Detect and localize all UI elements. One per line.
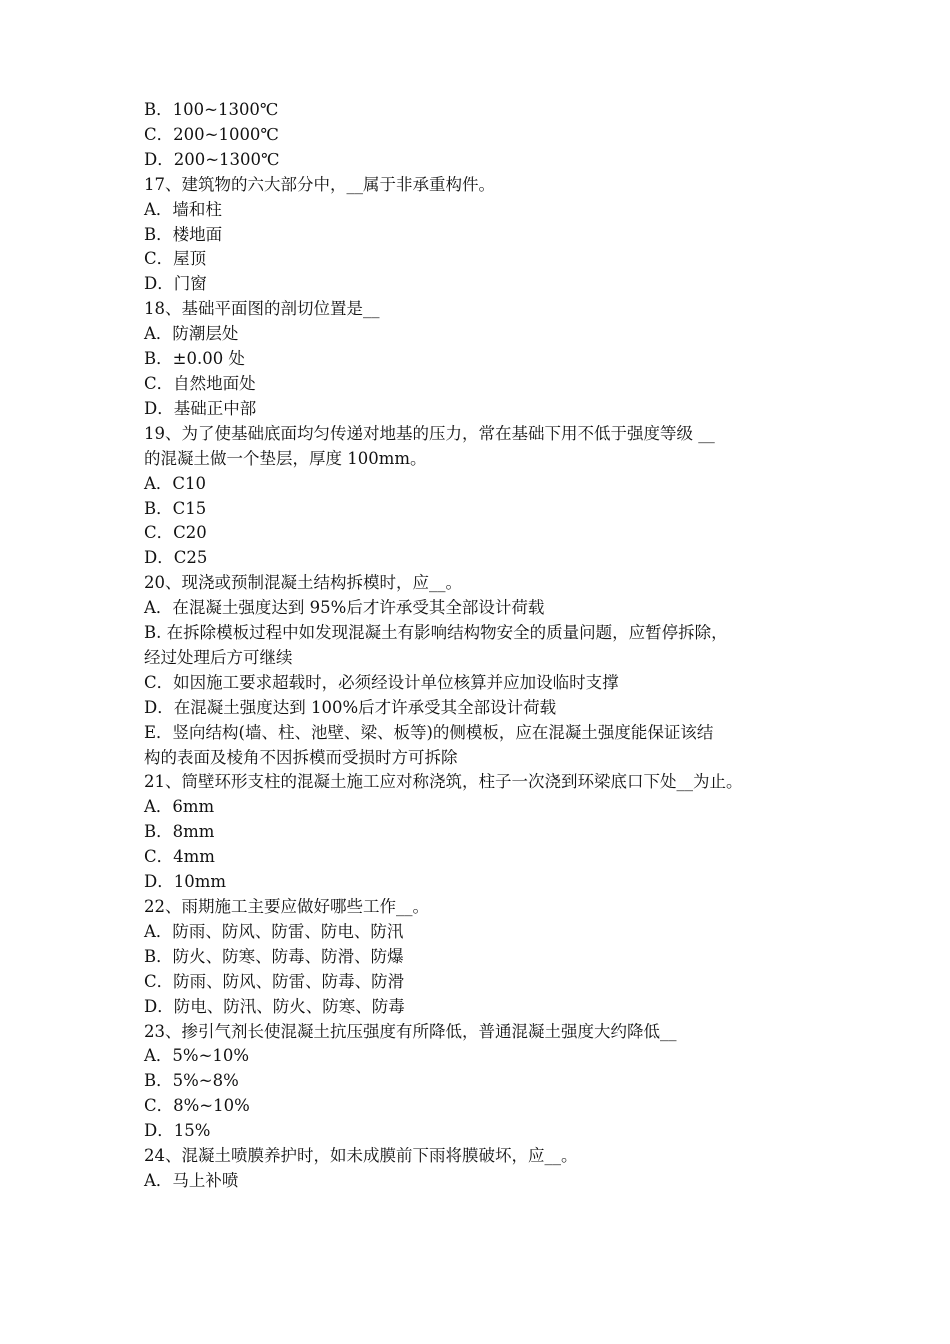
question-18: 18、基础平面图的剖切位置是__ xyxy=(144,299,380,319)
option-20-d: D．在混凝土强度达到 100%后才许承受其全部设计荷载 xyxy=(144,697,557,717)
question-17: 17、建筑物的六大部分中，__属于非承重构件。 xyxy=(144,174,495,194)
option-22-c: C．防雨、防风、防雷、防毒、防滑 xyxy=(144,971,405,991)
option-19-a: A．C10 xyxy=(144,473,207,493)
option-22-b: B．防火、防寒、防毒、防滑、防爆 xyxy=(144,946,404,966)
option-18-a: A．防潮层处 xyxy=(144,324,239,344)
question-22: 22、雨期施工主要应做好哪些工作__。 xyxy=(144,897,429,916)
option-20-e-line-2: 构的表面及棱角不因拆模而受损时方可拆除 xyxy=(144,747,458,767)
option-16-d: D．200~1300℃ xyxy=(144,149,280,169)
option-23-b: B．5%~8% xyxy=(144,1071,239,1091)
question-23: 23、掺引气剂长使混凝土抗压强度有所降低，普通混凝土强度大约降低__ xyxy=(144,1021,677,1041)
option-20-e-line-1: E．竖向结构(墙、柱、池壁、梁、板等)的侧模板，应在混凝土强度能保证该结 xyxy=(144,722,714,742)
question-24: 24、混凝土喷膜养护时，如未成膜前下雨将膜破坏，应__。 xyxy=(144,1146,578,1166)
option-20-a: A．在混凝土强度达到 95%后才许承受其全部设计荷载 xyxy=(144,598,545,618)
option-18-d: D．基础正中部 xyxy=(144,398,257,418)
option-20-b-line-2: 经过处理后方可继续 xyxy=(144,647,293,667)
option-23-c: C．8%~10% xyxy=(144,1096,250,1116)
option-23-a: A．5%~10% xyxy=(144,1046,250,1066)
option-21-c: C．4mm xyxy=(144,847,215,867)
question-21: 21、筒壁环形支柱的混凝土施工应对称浇筑，柱子一次浇到环梁底口下处__为止。 xyxy=(144,772,743,792)
option-19-c: C．C20 xyxy=(144,523,207,543)
option-22-d: D．防电、防汛、防火、防寒、防毒 xyxy=(144,996,405,1016)
option-24-a: A．马上补喷 xyxy=(144,1170,239,1190)
option-23-d: D．15% xyxy=(144,1121,211,1141)
option-21-a: A．6mm xyxy=(144,797,215,817)
option-19-b: B．C15 xyxy=(144,498,207,518)
option-19-d: D．C25 xyxy=(144,548,208,568)
option-17-a: A．墙和柱 xyxy=(144,199,222,219)
option-16-b: B．100~1300℃ xyxy=(144,100,279,119)
option-21-b: B．8mm xyxy=(144,822,215,842)
option-17-b: B．楼地面 xyxy=(144,224,223,244)
question-19-line-2: 的混凝土做一个垫层，厚度 100mm。 xyxy=(144,448,427,468)
option-18-b: B．±0.00 处 xyxy=(144,349,245,369)
option-17-c: C．屋顶 xyxy=(144,249,207,269)
option-18-c: C．自然地面处 xyxy=(144,373,256,393)
option-20-c: C．如因施工要求超载时，必须经设计单位核算并应加设临时支撑 xyxy=(144,672,619,692)
option-17-d: D．门窗 xyxy=(144,274,207,294)
option-16-c: C．200~1000℃ xyxy=(144,124,279,144)
option-21-d: D．10mm xyxy=(144,872,227,892)
question-19-line-1: 19、为了使基础底面均匀传递对地基的压力，常在基础下用不低于强度等级 __ xyxy=(144,423,715,443)
option-22-a: A．防雨、防风、防雷、防电、防汛 xyxy=(144,921,404,941)
question-20: 20、现浇或预制混凝土结构拆模时，应__。 xyxy=(144,573,462,593)
document-page xyxy=(144,98,816,1194)
option-20-b-line-1: B. 在拆除模板过程中如发现混凝土有影响结构物安全的质量问题，应暂停拆除， xyxy=(144,623,728,643)
